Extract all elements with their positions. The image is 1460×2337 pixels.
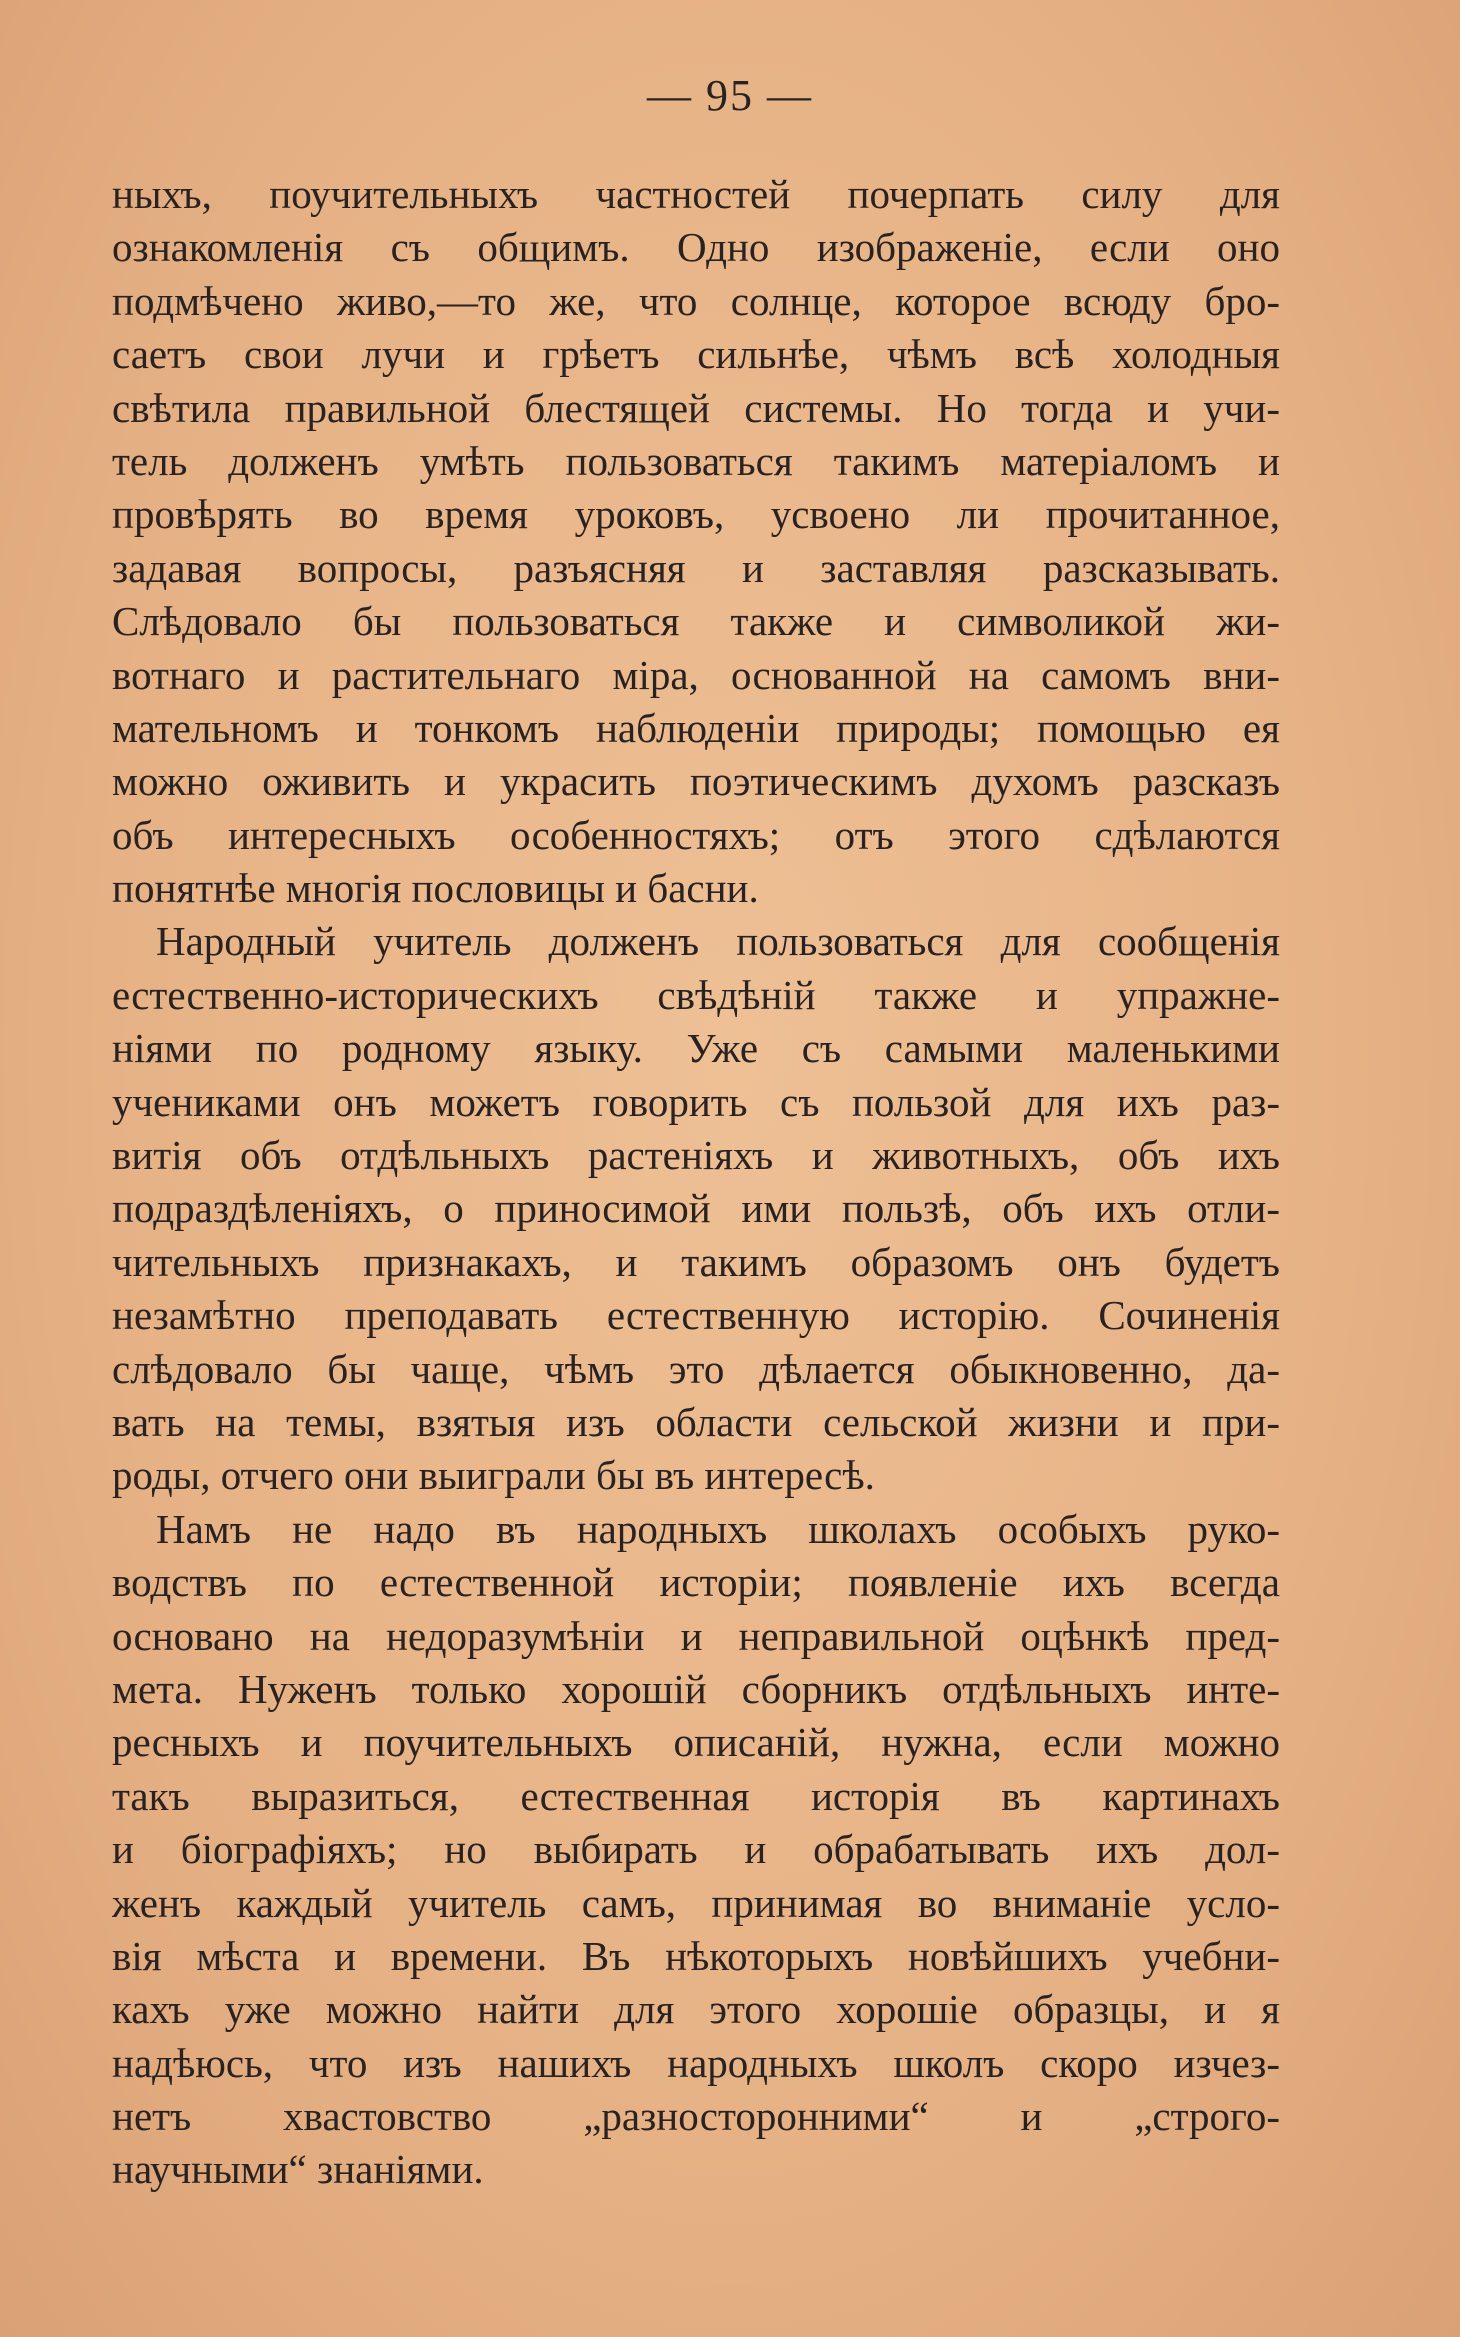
text-line: нетъ хвастовство „разносторонними“ и „строго-	[112, 2093, 1280, 2140]
text-line: витія объ отдѣльныхъ растеніяхъ и животныхъ, объ ихъ	[112, 1132, 1280, 1179]
text-line: водствъ по естественной исторіи; появленіе ихъ всегда	[112, 1559, 1280, 1606]
text-line: роды, отчего они выиграли бы въ интересѣ.	[112, 1452, 875, 1499]
text-line: Народный учитель долженъ пользоваться для сообщенія	[156, 918, 1280, 965]
text-line: провѣрять во время уроковъ, усвоено ли прочитанное,	[112, 491, 1280, 538]
text-line: задавая вопросы, разъясняя и заставляя разсказывать.	[112, 544, 1280, 591]
text-line: надѣюсь, что изъ нашихъ народныхъ школъ скоро изчез-	[112, 2039, 1280, 2086]
text-line: чительныхъ признакахъ, и такимъ образомъ онъ будетъ	[112, 1238, 1280, 1285]
text-line: подмѣчено живо,—то же, что солнце, которое всюду бро-	[112, 277, 1280, 324]
text-line: естественно-историческихъ свѣдѣній также и упражне-	[112, 971, 1280, 1018]
paragraph-2	[112, 915, 1280, 1502]
text-line: подраздѣленіяхъ, о приносимой ими пользѣ, объ ихъ отли-	[112, 1185, 1280, 1232]
text-line: слѣдовало бы чаще, чѣмъ это дѣлается обыкновенно, да-	[112, 1345, 1280, 1392]
text-line: научными“ знаніями.	[112, 2146, 484, 2193]
text-line: такъ выразиться, естественная исторія въ картинахъ	[112, 1772, 1280, 1819]
text-line: ныхъ, поучительныхъ частностей почерпать силу для	[112, 171, 1280, 217]
text-line: женъ каждый учитель самъ, принимая во вниманіе усло-	[112, 1879, 1280, 1926]
text-line: свѣтила правильной блестящей системы. Но тогда и учи-	[112, 384, 1280, 431]
text-line: понятнѣе многія пословицы и басни.	[112, 865, 759, 912]
text-line: мательномъ и тонкомъ наблюденіи природы; помощью ея	[112, 704, 1280, 751]
text-line: ніями по родному языку. Уже съ самыми маленькими	[112, 1025, 1280, 1072]
text-line: ознакомленія съ общимъ. Одно изображеніе, если оно	[112, 224, 1280, 271]
text-line: можно оживить и украсить поэтическимъ духомъ разсказъ	[112, 758, 1280, 805]
text-line: Слѣдовало бы пользоваться также и символикой жи-	[112, 598, 1280, 645]
page-number: — 95 —	[647, 71, 813, 120]
text-line: объ интересныхъ особенностяхъ; отъ этого сдѣлаются	[112, 811, 1280, 858]
text-line: тель долженъ умѣть пользоваться такимъ матеріаломъ и	[112, 437, 1280, 484]
text-line: вотнаго и растительнаго міра, основанной на самомъ вни-	[112, 651, 1280, 698]
text-line: основано на недоразумѣніи и неправильной оцѣнкѣ пред-	[112, 1612, 1280, 1659]
text-line: саетъ свои лучи и грѣетъ сильнѣе, чѣмъ всѣ холодныя	[112, 331, 1280, 378]
text-line: незамѣтно преподавать естественную исторію. Сочиненія	[112, 1292, 1280, 1339]
page-body	[112, 168, 1280, 2197]
text-line: кахъ уже можно найти для этого хорошіе образцы, и я	[112, 1986, 1280, 2033]
paragraph-3	[112, 1503, 1280, 2197]
paragraph-1	[112, 168, 1280, 915]
text-line: учениками онъ можетъ говорить съ пользой для ихъ раз-	[112, 1078, 1280, 1125]
text-line: ресныхъ и поучительныхъ описаній, нужна, если можно	[112, 1719, 1280, 1766]
text-line: вать на темы, взятыя изъ области сельской жизни и при-	[112, 1398, 1280, 1445]
text-line: Намъ не надо въ народныхъ школахъ особыхъ руко-	[156, 1505, 1280, 1552]
text-line: мета. Нуженъ только хорошій сборникъ отдѣльныхъ инте-	[112, 1665, 1280, 1712]
text-line: и біографіяхъ; но выбирать и обрабатывать ихъ дол-	[112, 1826, 1280, 1873]
text-line: вія мѣста и времени. Въ нѣкоторыхъ новѣйшихъ учебни-	[112, 1932, 1280, 1979]
